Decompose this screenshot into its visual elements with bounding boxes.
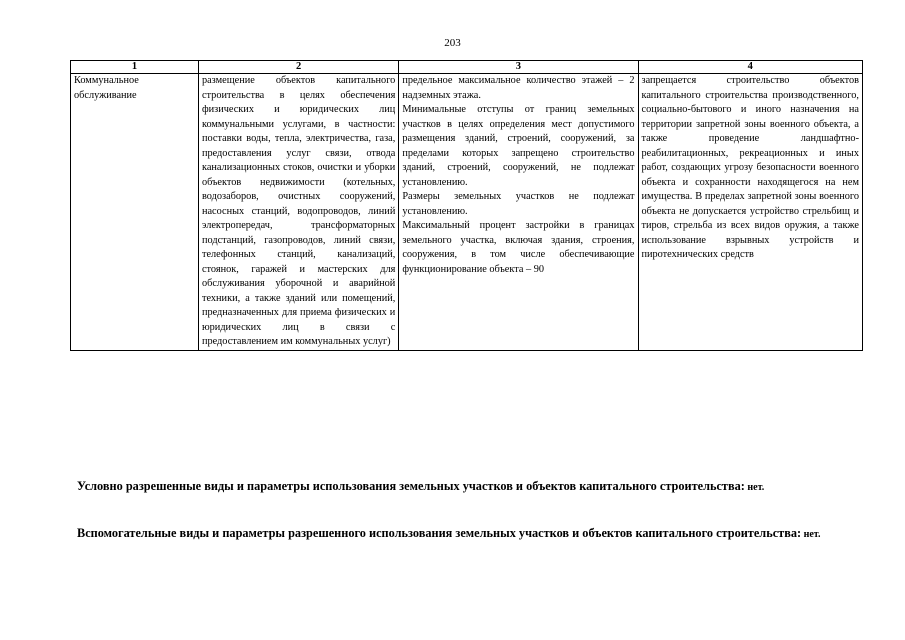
regulations-table <box>70 60 863 351</box>
table-row <box>71 74 863 351</box>
restrictions-cell <box>638 74 863 351</box>
auxiliary-uses-heading-text: Вспомогательные виды и параметры разрешенного использования земельных участков и объектов капитального строительства: <box>77 526 802 540</box>
column-header-2: 2 <box>198 61 398 74</box>
table-header-row <box>71 61 863 74</box>
use-type-text: Коммунальное обслуживание <box>74 75 139 101</box>
conditional-uses-heading-text: Условно разрешенные виды и параметры использования земельных участков и объектов капитального строительства: <box>77 479 745 493</box>
restrictions-text: запрещается строительство объектов капитального строительства производственного, социально-бытового и иного назначения на территории запретной зоны военного объекта, а также проведение ландшафтно-реабилитационных, рекреационных и иных работ, создающих угрозу безопасности военного объекта и сохранности находящегося на нем имущества. В пределах запретной зоны военного объекта не допускается устройство стрельбищ и тиров, стрельба из всех видов оружия, а также использование взрывных устройств и пиротехнических средств <box>641 75 859 260</box>
auxiliary-uses-heading <box>77 525 863 543</box>
conditional-uses-heading-value: нет. <box>744 482 765 493</box>
use-description-cell <box>198 74 398 351</box>
parameters-cell <box>399 74 638 351</box>
column-header-1: 1 <box>71 61 199 74</box>
use-type-cell <box>71 74 199 351</box>
page-number: 203 <box>444 37 461 49</box>
use-description-text: размещение объектов капитального строительства в целях обеспечения физических и юридических лиц коммунальными услугами, в частности: поставки воды, тепла, электричества, газа, предоставления услуг связи, отвода канализационных стоков, очистки и уборки объектов недвижимости (котельных, водозаборов, очистных сооружений, насосных станций, водопроводов, линий электропередач, трансформаторных подстанций, газопроводов, линий связи, телефонных станций, канализаций, стоянок, гаражей и мастерских для обслуживания уборочной и аварийной техники, а также зданий или помещений, предназначенных для приема физических и юридических лиц в связи с предоставлением им коммунальных услуг) <box>201 75 396 347</box>
column-header-3: 3 <box>399 61 638 74</box>
column-header-4: 4 <box>638 61 863 74</box>
auxiliary-uses-heading-value: нет. <box>801 529 821 540</box>
conditional-uses-heading <box>77 478 863 496</box>
parameters-text: предельное максимальное количество этажей – 2 надземных этажа. Минимальные отступы от границ земельных участков в целях определения мест допустимого размещения зданий, строений, сооружений, за пределами которых запрещено строительство зданий, строений, сооружений, не подлежат установлению. Размеры земельных участков не подлежат установлению. Максимальный процент застройки в границах земельного участка, включая здания, строения, сооружения, в том числе обеспечивающие функционирование объекта – 90 <box>402 75 635 275</box>
